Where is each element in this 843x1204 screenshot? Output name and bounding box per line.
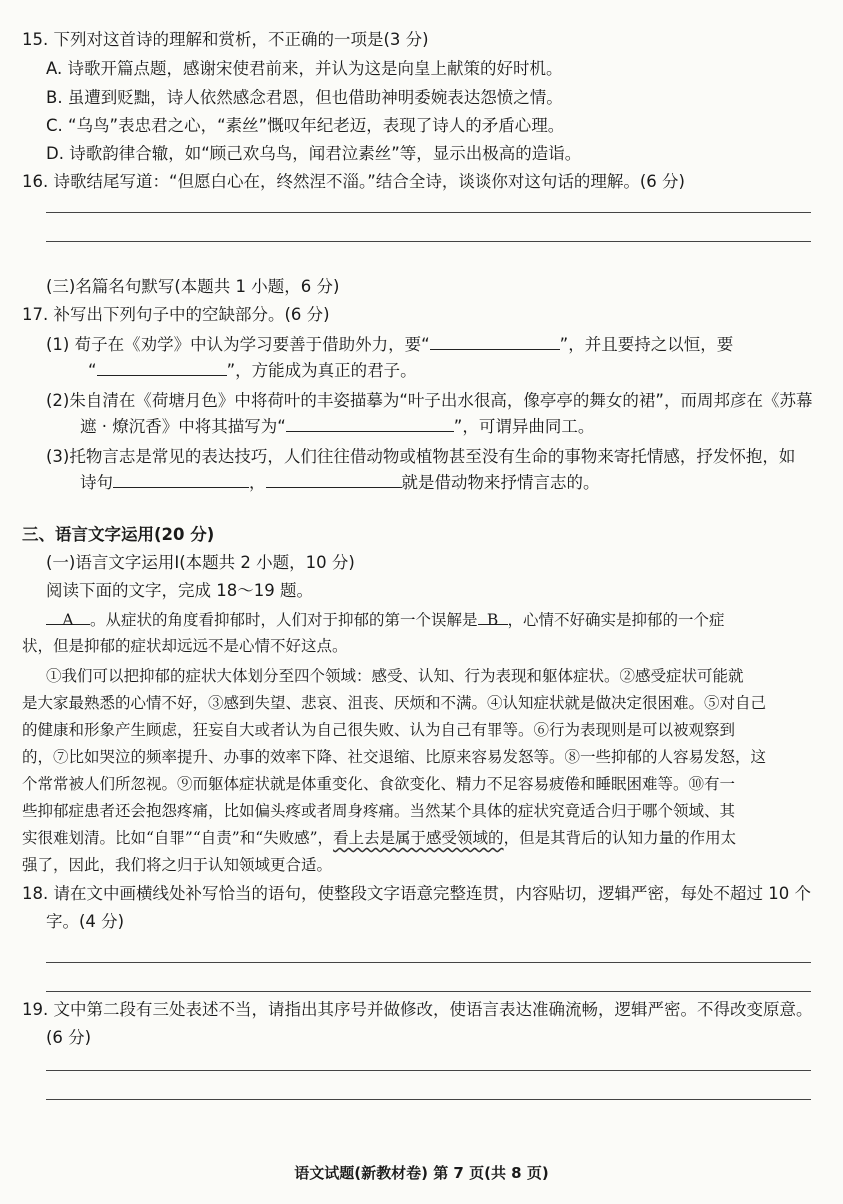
q17-item-1-text-b: ”，并且要持之以恒，要	[559, 335, 734, 354]
q16-stem: 16. 诗歌结尾写道：“但愿白心在，终然涅不淄。”结合全诗，谈谈你对这句话的理解。(6 分)	[22, 172, 685, 191]
part-3-subtitle: (一)语言文字运用Ⅰ(本题共 2 小题，10 分)	[46, 553, 355, 572]
q17-item-2-line-1: (2)朱自清在《荷塘月色》中将荷叶的丰姿描摹为“叶子出水很高，像亭亭的舞女的裙”，而周邦彦在《苏幕	[46, 391, 813, 410]
q17-item-3-line-1: (3)托物言志是常见的表达技巧，人们往往借动物或植物甚至没有生命的事物来寄托情感，抒发怀抱，如	[46, 447, 796, 466]
q17-item-3-text-b: ，	[249, 473, 266, 492]
passage-line-6: 的，⑦比如哭泣的频率提升、办事的效率下降、社交退缩、比原来容易发怒等。⑧一些抑郁的人容易发怒，这	[22, 748, 767, 766]
answer-line	[46, 1099, 811, 1100]
q17-item-3-line-2	[80, 471, 600, 495]
q17-item-1-line-1	[46, 333, 733, 357]
passage-line-7: 个常常被人们所忽视。⑨而躯体症状就是体重变化、食欲变化、精力不足容易疲倦和睡眠困难等。⑩有一	[22, 775, 736, 793]
wavy-underlined-phrase: 看上去是属于感受领域的	[333, 829, 504, 847]
passage-text: ，心情不好确实是抑郁的一个症	[507, 611, 725, 629]
q17-item-3-text-c: 就是借动物来抒情言志的。	[401, 473, 600, 492]
part-3-title: 三、语言文字运用(20 分)	[22, 525, 215, 544]
blank-b[interactable]: B	[478, 608, 508, 625]
answer-line	[46, 241, 811, 242]
passage-line-9	[22, 826, 736, 850]
fill-blank[interactable]	[430, 333, 560, 350]
passage-line-4: 是大家最熟悉的心情不好，③感到失望、悲哀、沮丧、厌烦和不满。④认知症状就是做决定很困难。⑤对自己	[22, 694, 767, 712]
q15-option-c: C. “乌鸟”表忠君之心，“素丝”慨叹年纪老迈，表现了诗人的矛盾心理。	[46, 116, 565, 135]
section-3-title: (三)名篇名句默写(本题共 1 小题，6 分)	[46, 277, 340, 296]
fill-blank[interactable]	[113, 471, 249, 488]
q17-item-2-text-b: ”，可谓异曲同工。	[453, 417, 595, 436]
q17-item-1-text-a: (1) 荀子在《劝学》中认为学习要善于借助外力，要“	[46, 335, 430, 354]
fill-blank[interactable]	[286, 415, 454, 432]
q17-item-3-text-a: 诗句	[80, 473, 113, 492]
answer-line	[46, 1070, 811, 1071]
q17-item-2-text-a: 遮 · 燎沉香》中将其描写为“	[80, 417, 286, 436]
q15-stem: 15. 下列对这首诗的理解和赏析，不正确的一项是(3 分)	[22, 30, 429, 49]
passage-text: 实很难划清。比如“自罪”“自责”和“失败感”，	[22, 829, 334, 847]
q15-option-a: A. 诗歌开篇点题，感谢宋使君前来，并认为这是向皇上献策的好时机。	[46, 59, 563, 78]
q18-stem-line-1: 18. 请在文中画横线处补写恰当的语句，使整段文字语意完整连贯，内容贴切，逻辑严密，每处不超过 10 个	[22, 884, 811, 903]
fill-blank[interactable]	[266, 471, 402, 488]
passage-text: ，但是其背后的认知力量的作用太	[503, 829, 737, 847]
q19-stem-line-2: (6 分)	[46, 1028, 92, 1047]
q17-item-1-line-2	[88, 359, 417, 383]
passage-line-10: 强了，因此，我们将之归于认知领域更合适。	[22, 856, 333, 874]
page-footer: 语文试题(新教材卷) 第 7 页(共 8 页)	[294, 1164, 549, 1182]
q17-item-2-line-2	[80, 415, 594, 439]
q17-item-1-text-d: ”，方能成为真正的君子。	[226, 361, 417, 380]
answer-line	[46, 991, 811, 992]
passage-line-2: 状，但是抑郁的症状却远远不是心情不好这点。	[22, 637, 348, 655]
q15-option-d: D. 诗歌韵律合辙，如“顾己欢乌鸟，闻君泣素丝”等，显示出极高的造诣。	[46, 144, 582, 163]
q18-stem-line-2: 字。(4 分)	[46, 912, 125, 931]
fill-blank[interactable]	[97, 359, 227, 376]
q15-option-b: B. 虽遭到贬黜，诗人依然感念君恩，但也借助神明委婉表达怨愤之情。	[46, 88, 563, 107]
passage-line-3: ①我们可以把抑郁的症状大体划分至四个领域：感受、认知、行为表现和躯体症状。②感受症状可能就	[46, 667, 744, 685]
blank-a[interactable]: A	[46, 608, 90, 625]
passage-text: 。从症状的角度看抑郁时，人们对于抑郁的第一个误解是	[90, 611, 478, 629]
answer-line	[46, 212, 811, 213]
passage-line-5: 的健康和形象产生顾虑，狂妄自大或者认为自己很失败、认为自己有罪等。⑥行为表现则是可以被观察到	[22, 721, 736, 739]
q17-item-1-text-c: “	[88, 361, 97, 380]
q19-stem-line-1: 19. 文中第二段有三处表述不当，请指出其序号并做修改，使语言表达准确流畅，逻辑严密。不得改变原意。	[22, 1000, 813, 1019]
passage-line-1	[46, 608, 725, 632]
q17-stem: 17. 补写出下列句子中的空缺部分。(6 分)	[22, 305, 330, 324]
reading-instruction: 阅读下面的文字，完成 18～19 题。	[46, 581, 313, 600]
answer-line	[46, 962, 811, 963]
passage-line-8: 些抑郁症患者还会抱怨疼痛，比如偏头疼或者周身疼痛。当然某个具体的症状究竟适合归于哪个领域、其	[22, 802, 736, 820]
